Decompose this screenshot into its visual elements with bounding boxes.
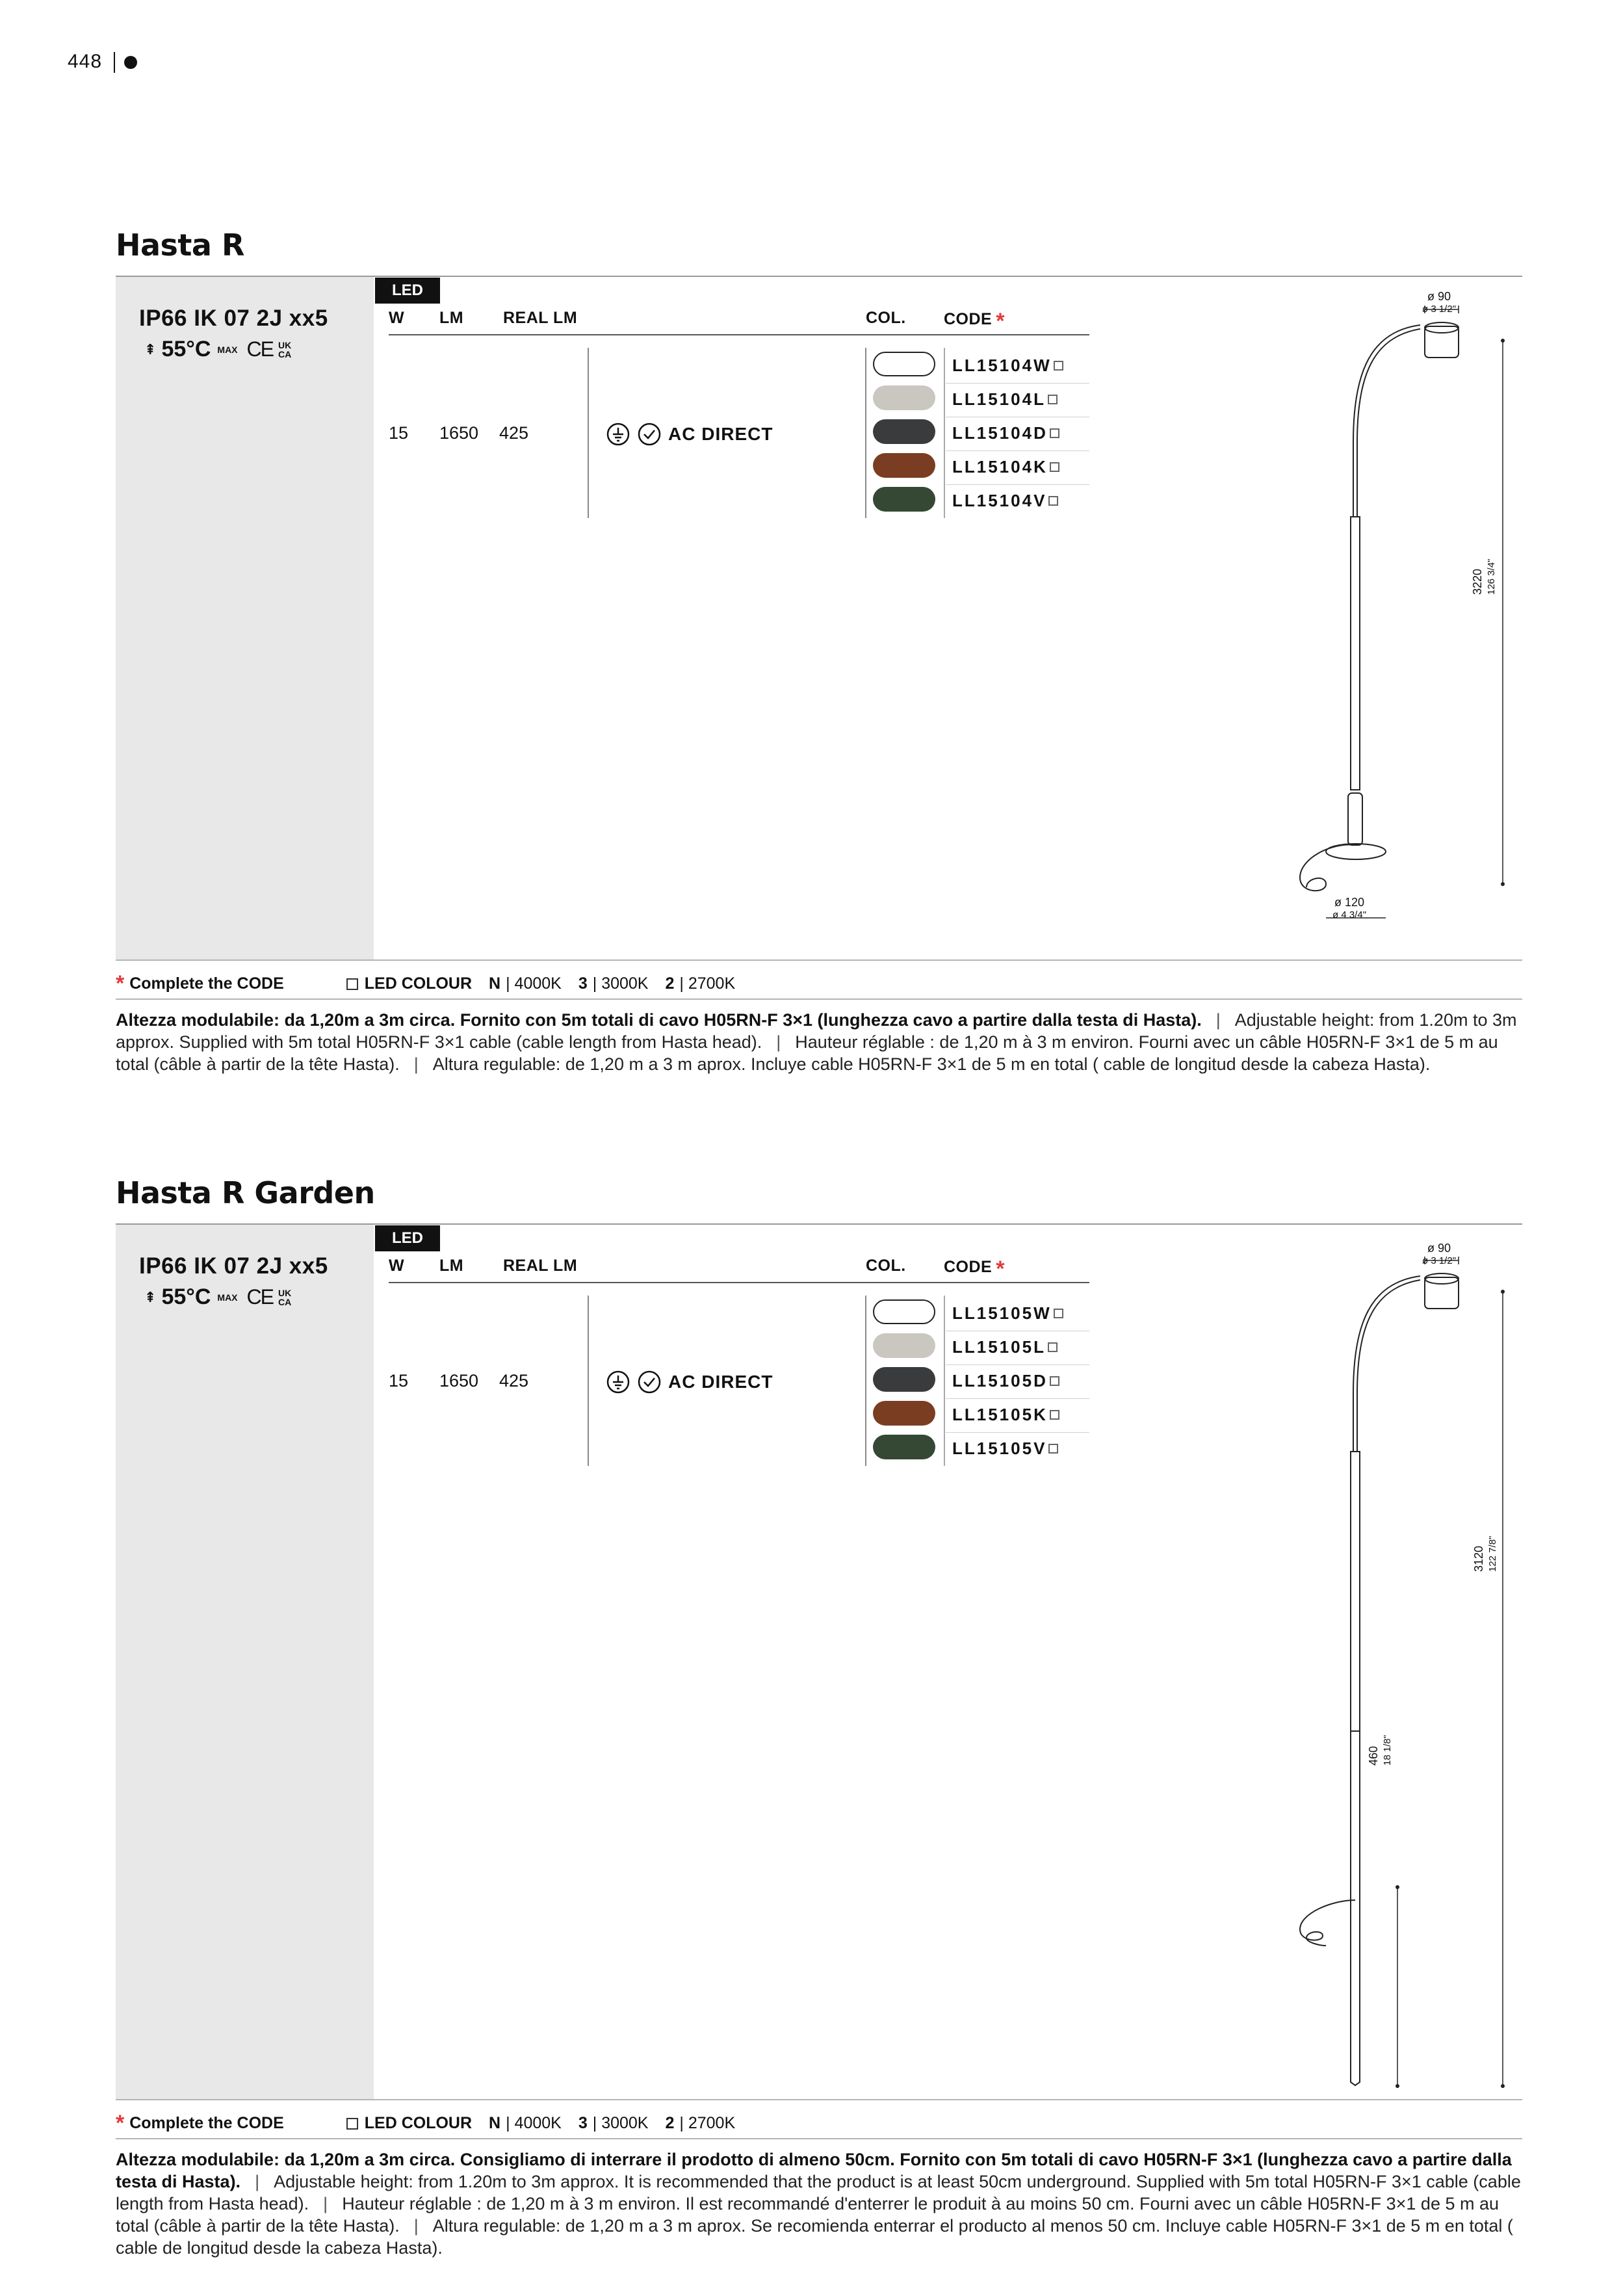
desc-spanish: Altura regulable: de 1,20 m a 3 m aprox. Incluye cable H05RN-F 3×1 de 5 m en total ( cable de longitud desde la cabeza Hasta). bbox=[432, 1054, 1431, 1074]
lamp-pole bbox=[1351, 517, 1360, 790]
color-swatch-dark-gray bbox=[873, 1367, 935, 1392]
driver-label: AC DIRECT bbox=[668, 424, 773, 444]
dim-height-mm: 3120 bbox=[1472, 1545, 1485, 1572]
product-description: Altezza modulabile: da 1,20m a 3m circa. Fornito con 5m totali di cavo H05RN-F 3×1 (lunghezza cavo a partire dalla testa di Hasta). | Adjustable height: from 1.20m to 3m approx. Supplied with 5m total H05RN-F 3×1 cable (cable length from Hasta head). | Hauteur réglable : de 1,20 m à 3 m environ. Fourni avec un câble H05RN-F 3×1 de 5 m au total (câble à partir de la tête Hasta). | Altura regulable: de 1,20 m a 3 m aprox. Incluye cable H05RN-F 3×1 de 5 m en total ( cable de longitud desde la cabeza Hasta). bbox=[116, 1010, 1517, 1074]
product-code bbox=[952, 1371, 1059, 1391]
option-text: | 4000K bbox=[506, 974, 562, 993]
checkbox-icon bbox=[346, 2118, 358, 2130]
header-code-label: CODE bbox=[944, 1258, 993, 1276]
option-code: 2 bbox=[665, 2114, 675, 2132]
product-code bbox=[952, 1405, 1059, 1425]
lamp-stem bbox=[1348, 793, 1362, 845]
column-divider bbox=[865, 348, 866, 518]
bullet-dot-icon bbox=[124, 56, 137, 69]
dim-spike bbox=[1366, 1636, 1395, 1766]
value-w: 15 bbox=[389, 423, 409, 443]
header-lm: LM bbox=[439, 1257, 464, 1275]
lamp-cable bbox=[1300, 1900, 1355, 1946]
value-lm: 1650 bbox=[439, 1371, 479, 1390]
earth-ground-icon bbox=[606, 422, 630, 447]
header-code bbox=[944, 1257, 1005, 1282]
product-code bbox=[952, 1337, 1058, 1357]
footer-bottom-rule bbox=[116, 998, 1522, 1000]
product-code-text: LL15104D bbox=[952, 423, 1048, 443]
asterisk-icon: * bbox=[996, 1257, 1005, 1281]
max-label: MAX bbox=[217, 344, 238, 355]
option-code: 3 bbox=[578, 974, 588, 993]
dim-spike-in: 18 1/8" bbox=[1382, 1734, 1393, 1766]
code-placeholder-box bbox=[1048, 1444, 1058, 1454]
product-code-text: LL15104V bbox=[952, 491, 1047, 510]
led-tag: LED bbox=[375, 1225, 440, 1251]
option-code: N bbox=[489, 2114, 501, 2132]
footer-top-rule bbox=[116, 2099, 1522, 2100]
header-rule bbox=[389, 334, 1089, 335]
spec-panel bbox=[116, 277, 374, 959]
dim-height-mm: 3220 bbox=[1471, 568, 1484, 595]
column-divider bbox=[588, 348, 589, 518]
color-swatch-white bbox=[873, 352, 935, 376]
header-col: COL. bbox=[866, 309, 906, 327]
option-text: | 4000K bbox=[506, 2114, 562, 2132]
desc-spanish: Altura regulable: de 1,20 m a 3 m aprox. Se recomienda enterrar el producto al menos 50 cm. Incluye cable H05RN-F 3×1 de 5 m en total ( cable de longitud desde la cabeza Hasta). bbox=[116, 2216, 1513, 2258]
color-swatch-green bbox=[873, 487, 935, 512]
header-real-lm: REAL LM bbox=[503, 309, 578, 327]
option-text: | 3000K bbox=[592, 2114, 649, 2132]
max-temp: 55°C bbox=[161, 1285, 211, 1309]
dim-spike-mm: 460 bbox=[1367, 1745, 1380, 1766]
desc-french: Hauteur réglable : de 1,20 m à 3 m environ. Fourni avec un câble H05RN-F 3×1 de 5 m au total (câble à partir de la tête Hasta). bbox=[116, 1032, 1498, 1074]
row-divider bbox=[946, 484, 1089, 485]
column-divider bbox=[944, 348, 945, 518]
lamp-arm bbox=[1353, 1276, 1420, 1452]
code-placeholder-box bbox=[1048, 395, 1058, 404]
code-placeholder-box bbox=[1048, 1342, 1058, 1352]
row-divider bbox=[946, 1364, 1089, 1365]
product-code-text: LL15104K bbox=[952, 457, 1048, 476]
product-code bbox=[952, 1439, 1058, 1459]
led-colour-label: LED COLOUR bbox=[364, 2114, 473, 2132]
product-code bbox=[952, 423, 1059, 443]
product-description: Altezza modulabile: da 1,20m a 3m circa. Consigliamo di interrare il prodotto di almeno 50cm. Fornito con 5m totali di cavo H05RN-F 3×1 (lunghezza cavo a partire dalla testa di Hasta). | Adjustable height: from 1.20m to 3m approx. It is recommended that the product is at least 50cm underground. Supplied with 5m total H05RN-F 3×1 cable (cable length from Hasta head). | Hauteur réglable : de 1,20 m à 3 m environ. Il est recommandé d'enterrer le produit à au moins 50 cm. Fourni avec un câble H05RN-F 3×1 de 5 m au total (câble à partir de la tête Hasta). | Altura regulable: de 1,20 m a 3 m aprox. Se recomienda enterrar el producto al menos 50 cm. Incluye cable H05RN-F 3×1 de 5 m en total ( cable de longitud desde la cabeza Hasta). bbox=[116, 2150, 1521, 2258]
header-col: COL. bbox=[866, 1257, 906, 1275]
product-title: Hasta R Garden bbox=[116, 1175, 375, 1210]
ce-mark-icon: CE bbox=[246, 337, 273, 361]
header-code bbox=[944, 309, 1005, 334]
spec-panel bbox=[116, 1225, 374, 2099]
header-w: W bbox=[389, 1257, 405, 1275]
product-code-text: LL15105V bbox=[952, 1439, 1047, 1458]
product-code bbox=[952, 1303, 1063, 1324]
option-code: 3 bbox=[578, 2114, 588, 2132]
dim-base-mm: ø 120 bbox=[1334, 896, 1365, 909]
header-w: W bbox=[389, 309, 405, 327]
page-number-text: 448 bbox=[68, 51, 103, 72]
color-swatch-white bbox=[873, 1299, 935, 1324]
value-real-lm: 425 bbox=[499, 1371, 529, 1390]
lamp-cable bbox=[1300, 844, 1356, 891]
row-divider bbox=[946, 1398, 1089, 1399]
code-placeholder-box bbox=[1050, 1376, 1059, 1386]
dim-top-mm: ø 90 bbox=[1427, 1242, 1451, 1255]
row-divider bbox=[946, 1432, 1089, 1433]
product-code-text: LL15105L bbox=[952, 1337, 1046, 1357]
row-divider bbox=[946, 450, 1089, 451]
code-placeholder-box bbox=[1054, 1309, 1063, 1318]
column-divider bbox=[588, 1296, 589, 1466]
product-title: Hasta R bbox=[116, 228, 244, 263]
product-code-text: LL15105W bbox=[952, 1303, 1052, 1323]
dim-height bbox=[1472, 1442, 1500, 1572]
dim-top-mm: ø 90 bbox=[1427, 290, 1451, 303]
product-code bbox=[952, 457, 1059, 477]
code-placeholder-box bbox=[1054, 361, 1063, 371]
option-code: 2 bbox=[665, 974, 675, 993]
desc-italian: Altezza modulabile: da 1,20m a 3m circa. Fornito con 5m totali di cavo H05RN-F 3×1 (lunghezza cavo a partire dalla testa di Hasta). bbox=[116, 1010, 1202, 1030]
option-text: | 2700K bbox=[679, 974, 736, 993]
product-drawing-hasta-r bbox=[1261, 286, 1521, 943]
footer-bottom-rule bbox=[116, 2138, 1522, 2139]
product-code-text: LL15105D bbox=[952, 1371, 1048, 1390]
color-swatch-corten bbox=[873, 1401, 935, 1426]
lamp-spike bbox=[1351, 1731, 1360, 2085]
color-swatch-light-gray bbox=[873, 1333, 935, 1358]
code-placeholder-box bbox=[1050, 1410, 1059, 1420]
color-swatch-dark-gray bbox=[873, 419, 935, 444]
desc-english: Adjustable height: from 1.20m to 3m approx. Supplied with 5m total H05RN-F 3×1 cable (cable length from Hasta head). bbox=[116, 1010, 1517, 1052]
desc-french: Hauteur réglable : de 1,20 m à 3 m environ. Il est recommandé d'enterrer le produit à au moins 50 cm. Fourni avec un câble H05RN-F 3×1 de 5 m au total (câble à partir de la tête Hasta). bbox=[116, 2194, 1499, 2236]
driver-type bbox=[606, 1370, 773, 1394]
value-real-lm: 425 bbox=[499, 423, 529, 443]
header-real-lm: REAL LM bbox=[503, 1257, 578, 1275]
code-placeholder-box bbox=[1050, 428, 1059, 438]
product-code bbox=[952, 389, 1058, 410]
dim-top bbox=[1422, 290, 1456, 316]
option-text: | 2700K bbox=[679, 2114, 736, 2132]
dim-height-in: 122 7/8" bbox=[1487, 1535, 1498, 1572]
asterisk-icon: * bbox=[116, 971, 125, 996]
driver-label: AC DIRECT bbox=[668, 1372, 773, 1392]
ukca-mark-icon: UK CA bbox=[278, 339, 292, 359]
desc-italian: Altezza modulabile: da 1,20m a 3m circa. Consigliamo di interrare il prodotto di almeno 50cm. Fornito con 5m totali di cavo H05RN-F 3×1 (lunghezza cavo a partire dalla testa di Hasta). bbox=[116, 2150, 1512, 2191]
dim-top-in: ø 3 1/2" bbox=[1422, 304, 1457, 315]
asterisk-icon: * bbox=[116, 2111, 125, 2135]
ukca-mark-icon: UK CA bbox=[278, 1287, 292, 1307]
desc-english: Adjustable height: from 1.20m to 3m approx. It is recommended that the product is at least 50cm underground. Supplied with 5m total H05RN-F 3×1 cable (cable length from Hasta head). bbox=[116, 2172, 1521, 2213]
driver-type bbox=[606, 422, 773, 447]
value-w: 15 bbox=[389, 1371, 409, 1390]
dim-top bbox=[1422, 1242, 1456, 1268]
footer-top-rule bbox=[116, 959, 1522, 961]
cert-row bbox=[144, 337, 300, 362]
column-divider bbox=[865, 1296, 866, 1466]
ip-rating: IP66 IK 07 2J xx5 bbox=[139, 306, 328, 331]
dim-base-in: ø 4 3/4" bbox=[1332, 909, 1367, 920]
value-lm: 1650 bbox=[439, 423, 479, 443]
dim-height bbox=[1470, 465, 1499, 595]
product-code bbox=[952, 491, 1058, 511]
code-placeholder-box bbox=[1050, 462, 1059, 472]
option-code: N bbox=[489, 974, 501, 993]
complete-code-label: Complete the CODE bbox=[129, 2114, 284, 2132]
code-legend bbox=[116, 971, 1522, 997]
check-circle-icon bbox=[637, 422, 662, 447]
option-text: | 3000K bbox=[592, 974, 649, 993]
earth-ground-icon bbox=[606, 1370, 630, 1394]
thermometer-icon: ⇞ bbox=[144, 341, 157, 358]
code-legend bbox=[116, 2111, 1522, 2136]
ip-rating: IP66 IK 07 2J xx5 bbox=[139, 1253, 328, 1279]
color-swatch-light-gray bbox=[873, 385, 935, 410]
product-code-text: LL15105K bbox=[952, 1405, 1048, 1424]
max-label: MAX bbox=[217, 1292, 238, 1303]
dim-top-in: ø 3 1/2" bbox=[1422, 1255, 1457, 1266]
cert-row bbox=[144, 1285, 300, 1310]
max-temp: 55°C bbox=[161, 337, 211, 361]
color-swatch-corten bbox=[873, 453, 935, 478]
header-rule bbox=[389, 1282, 1089, 1283]
header-code-label: CODE bbox=[944, 310, 993, 328]
product-code-text: LL15104L bbox=[952, 389, 1046, 409]
lamp-pole bbox=[1351, 1452, 1360, 1731]
ce-mark-icon: CE bbox=[246, 1285, 273, 1309]
code-placeholder-box bbox=[1048, 496, 1058, 506]
color-swatch-green bbox=[873, 1435, 935, 1459]
checkbox-icon bbox=[346, 978, 358, 990]
product-code bbox=[952, 356, 1063, 376]
check-circle-icon bbox=[637, 1370, 662, 1394]
dim-base bbox=[1332, 896, 1366, 922]
column-divider bbox=[944, 1296, 945, 1466]
complete-code-label: Complete the CODE bbox=[129, 974, 284, 993]
page-number bbox=[68, 51, 137, 73]
row-divider bbox=[946, 383, 1089, 384]
led-colour-label: LED COLOUR bbox=[364, 974, 473, 993]
asterisk-icon: * bbox=[996, 309, 1005, 333]
lamp-arm bbox=[1353, 325, 1420, 517]
led-tag: LED bbox=[375, 278, 440, 304]
separator bbox=[114, 52, 115, 73]
header-lm: LM bbox=[439, 309, 464, 327]
thermometer-icon: ⇞ bbox=[144, 1288, 157, 1305]
dim-height-in: 126 3/4" bbox=[1486, 558, 1497, 595]
product-code-text: LL15104W bbox=[952, 356, 1052, 375]
